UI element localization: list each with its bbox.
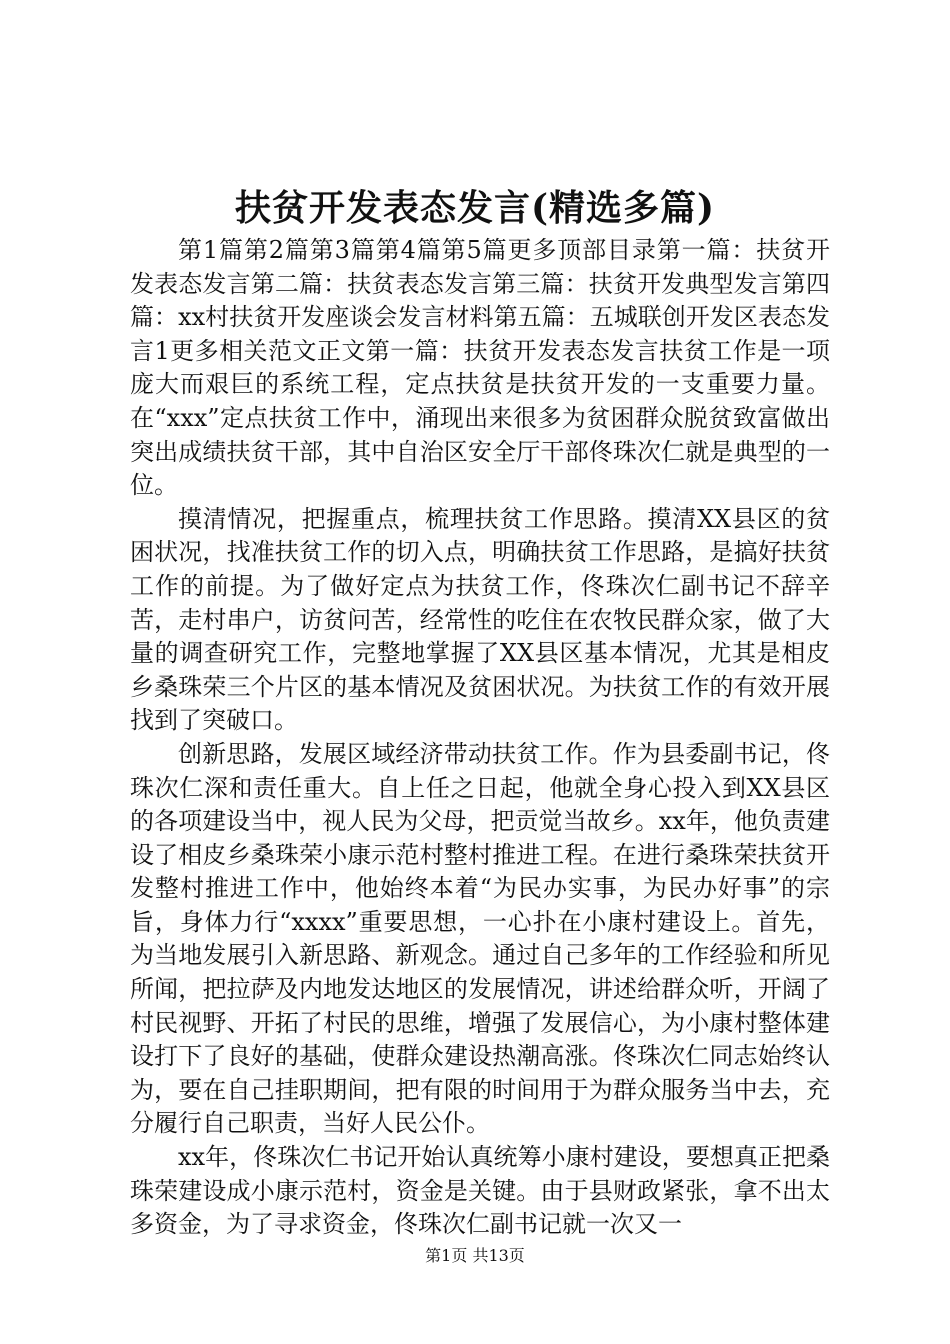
page-footer: 第1页 共13页 [425,1246,525,1265]
document-title: 扶贫开发表态发言(精选多篇) [234,187,716,229]
paragraph-4: xx年，佟珠次仁书记开始认真统筹小康村建设，要想真正把桑珠荣建设成小康示范村，资金是关键。由于县财政紧张，拿不出太多资金，为了寻求资金，佟珠次仁副书记就一次又一 [130,1143,830,1239]
document-body [130,234,830,1242]
paragraph-1: 第1篇第2篇第3篇第4篇第5篇更多顶部目录第一篇：扶贫开发表态发言第二篇：扶贫表态发言第三篇：扶贫开发典型发言第四篇：xx村扶贫开发座谈会发言材料第五篇：五城联创开发区表态发言1更多相关范文正文第一篇：扶贫开发表态发言扶贫工作是一项庞大而艰巨的系统工程，定点扶贫是扶贫开发的一支重要力量。在“xxx”定点扶贫工作中，涌现出来很多为贫困群众脱贫致富做出突出成绩扶贫干部，其中自治区安全厅干部佟珠次仁就是典型的一位。 [130,236,830,500]
paragraph-3: 创新思路，发展区域经济带动扶贫工作。作为县委副书记，佟珠次仁深和责任重大。自上任之日起，他就全身心投入到XX县区的各项建设当中，视人民为父母，把贡觉当故乡。xx年，他负责建设了相皮乡桑珠荣小康示范村整村推进工程。在进行桑珠荣扶贫开发整村推进工作中，他始终本着“为民办实事，为民办好事”的宗旨，身体力行“xxxx”重要思想，一心扑在小康村建设上。首先，为当地发展引入新思路、新观念。通过自己多年的工作经验和所见所闻，把拉萨及内地发达地区的发展情况，讲述给群众听，开阔了村民视野、开拓了村民的思维，增强了发展信心，为小康村整体建设打下了良好的基础，使群众建设热潮高涨。佟珠次仁同志始终认为，要在自己挂职期间，把有限的时间用于为群众服务当中去，充分履行自己职责，当好人民公仆。 [130,739,830,1138]
paragraph-2: 摸清情况，把握重点，梳理扶贫工作思路。摸清XX县区的贫困状况，找准扶贫工作的切入点，明确扶贫工作思路，是搞好扶贫工作的前提。为了做好定点为扶贫工作，佟珠次仁副书记不辞辛苦，走村串户，访贫问苦，经常性的吃住在农牧民群众家，做了大量的调查研究工作，完整地掌握了XX县区基本情况，尤其是相皮乡桑珠荣三个片区的基本情况及贫困状况。为扶贫工作的有效开展找到了突破口。 [130,504,830,735]
